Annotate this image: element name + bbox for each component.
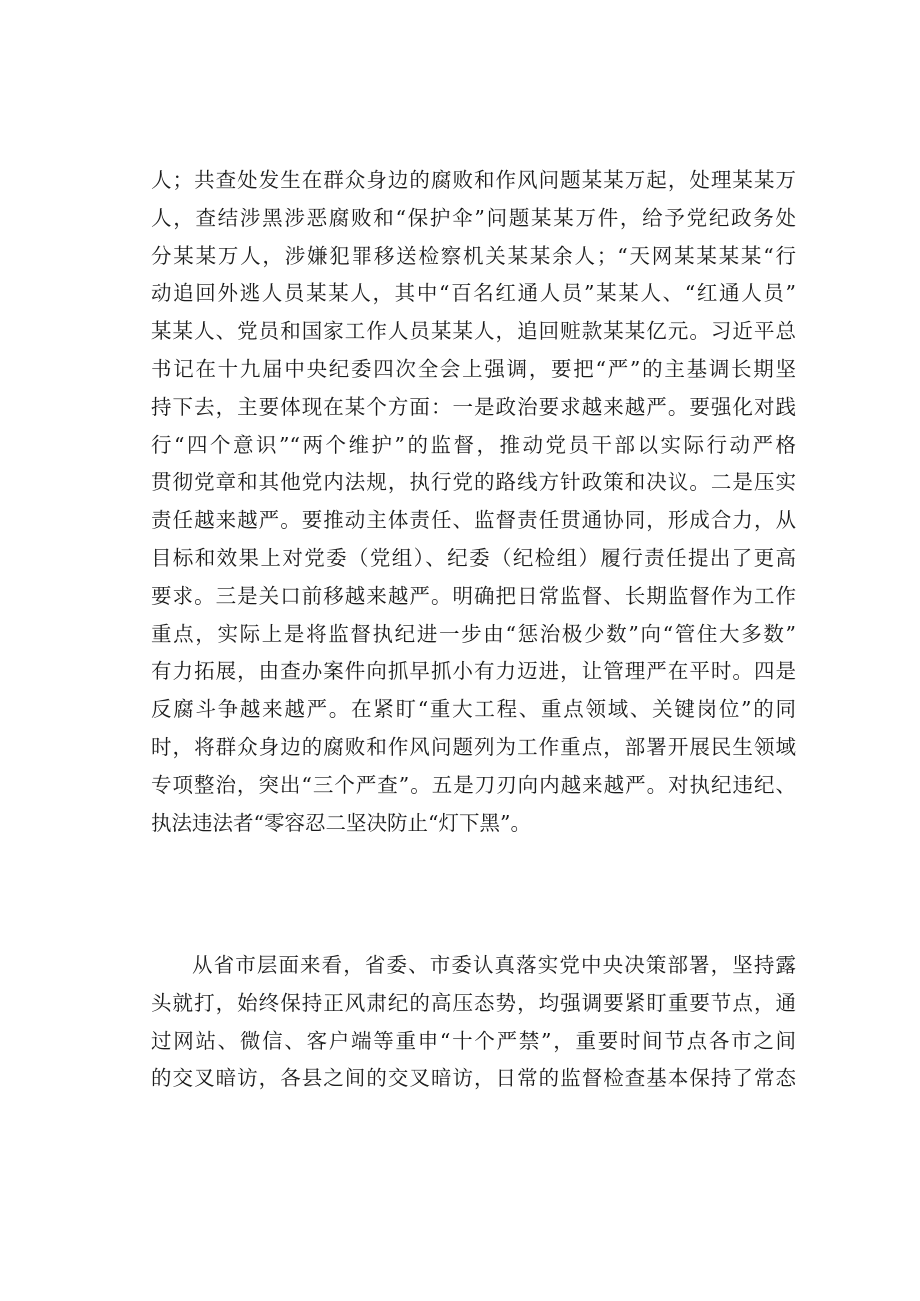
text-line: 行“四个意识”“两个维护”的监督，推动党员干部以实际行动严格 xyxy=(151,432,796,457)
text-line: 书记在十九届中央纪委四次全会上强调，要把“严”的主基调长期坚 xyxy=(151,356,796,381)
text-line: 反腐斗争越来越严。在紧盯“重大工程、重点领域、关键岗位”的同 xyxy=(151,697,796,722)
text-line: 某某人、党员和国家工作人员某某人，追回赃款某某亿元。习近平总 xyxy=(151,319,796,344)
paragraph-continuation xyxy=(151,162,796,842)
text-line: 动追回外逃人员某某人，其中“百名红通人员”某某人、“红通人员” xyxy=(151,281,796,306)
text-line: 持下去，主要体现在某个方面：一是政治要求越来越严。要强化对践 xyxy=(151,394,796,419)
paragraph-provincial xyxy=(151,947,796,1098)
text-line: 人；共查处发生在群众身边的腐败和作风问题某某万起，处理某某万 xyxy=(151,168,796,192)
text-line: 责任越来越严。要推动主体责任、监督责任贯通协同，形成合力，从 xyxy=(151,508,796,533)
text-line: 从省市层面来看，省委、市委认真落实党中央决策部署，坚持露 xyxy=(192,953,796,977)
text-line: 执法违法者“零容忍二坚决防止“灯下黑”。 xyxy=(151,810,531,835)
text-line: 分某某万人，涉嫌犯罪移送检察机关某某余人；“天网某某某某“行 xyxy=(151,243,796,268)
text-line: 重点，实际上是将监督执纪进一步由“惩治极少数”向“管住大多数” xyxy=(151,621,796,646)
text-line: 过网站、微信、客户端等重申“十个严禁”，重要时间节点各市之间 xyxy=(151,1028,796,1053)
text-line: 目标和效果上对党委（党组）、纪委（纪检组）履行责任提出了更高 xyxy=(151,545,796,570)
text-line: 人，查结涉黑涉恶腐败和“保护伞”问题某某万件，给予党纪政务处 xyxy=(151,205,796,230)
text-line: 有力拓展，由查办案件向抓早抓小有力迈进，让管理严在平时。四是 xyxy=(151,659,796,684)
text-line: 时，将群众身边的腐败和作风问题列为工作重点，部署开展民生领域 xyxy=(151,734,796,759)
text-line: 贯彻党章和其他党内法规，执行党的路线方针政策和决议。二是压实 xyxy=(151,470,796,495)
text-line: 的交叉暗访，各县之间的交叉暗访，日常的监督检查基本保持了常态 xyxy=(151,1066,796,1091)
text-line: 专项整治，突出“三个严查”。五是刀刃向内越来越严。对执纪违纪、 xyxy=(151,772,796,797)
text-line: 头就打，始终保持正风肃纪的高压态势，均强调要紧盯重要节点，通 xyxy=(151,990,796,1015)
text-line: 要求。三是关口前移越来越严。明确把日常监督、长期监督作为工作 xyxy=(151,583,796,608)
